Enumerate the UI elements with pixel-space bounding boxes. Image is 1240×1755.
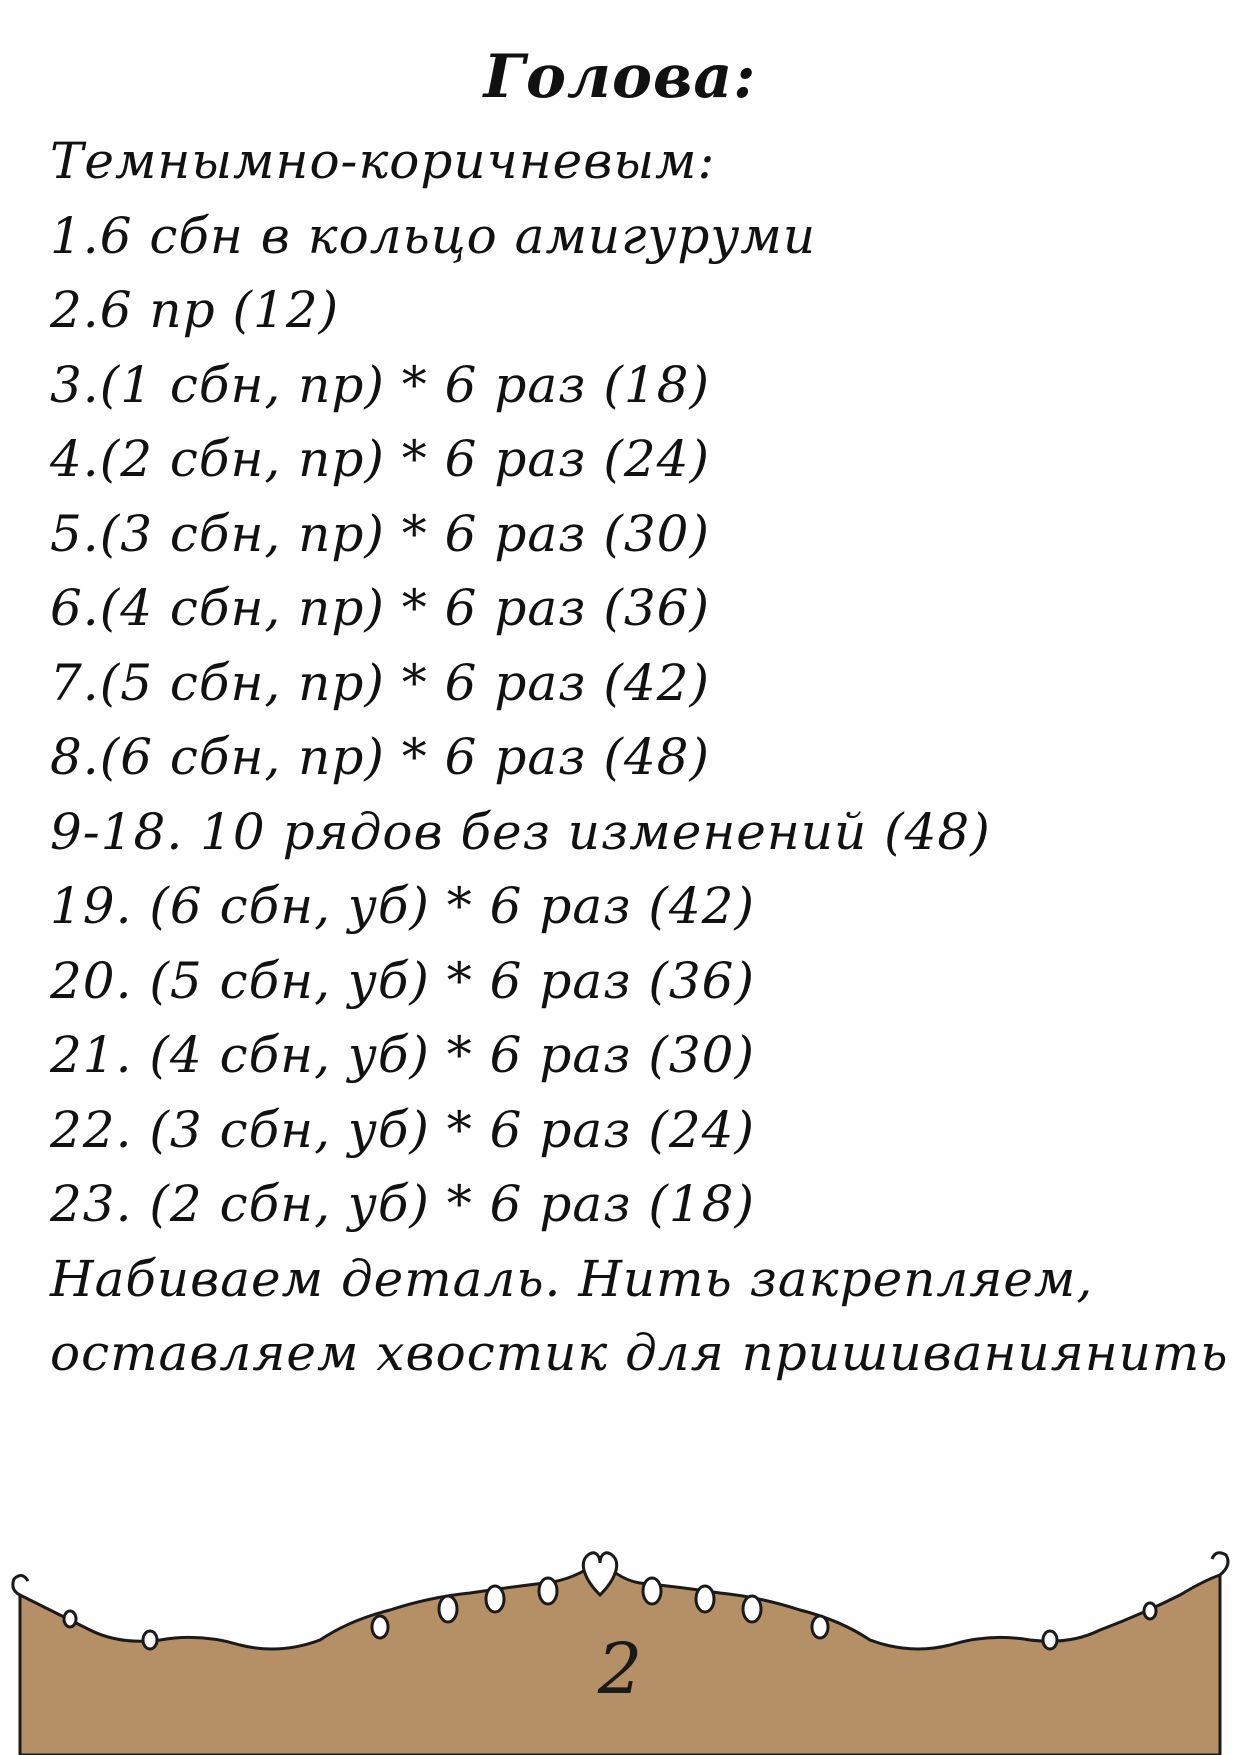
instruction-row: 22. (3 сбн, уб) * 6 раз (24) [50,1100,756,1159]
instruction-color-note: Темнымно-коричневым: [50,132,716,190]
instruction-row: 2.6 пр (12) [50,281,340,339]
page-number: 2 [597,1628,643,1710]
instruction-row: 4.(2 сбн, пр) * 6 раз (24) [50,430,710,488]
instruction-row: 3.(1 сбн, пр) * 6 раз (18) [50,355,710,414]
instruction-row: 1.6 сбн в кольцо амигуруми [50,206,817,265]
instruction-row: 8.(6 сбн, пр) * 6 раз (48) [50,728,710,786]
instruction-row: 9-18. 10 рядов без изменений (48) [50,802,991,861]
instruction-row: 19. (6 сбн, уб) * 6 раз (42) [50,877,756,935]
instruction-row: 6.(4 сбн, пр) * 6 раз (36) [50,579,710,637]
instruction-row: 23. (2 сбн, уб) * 6 раз (18) [50,1175,756,1233]
instruction-row: 5.(3 сбн, пр) * 6 раз (30) [50,504,710,563]
left-curl [13,1575,28,1595]
page-title: Голова: [483,42,757,112]
instruction-row: 20. (5 сбн, уб) * 6 раз (36) [50,951,756,1010]
instruction-row: 7.(5 сбн, пр) * 6 раз (42) [50,653,710,712]
right-curl [1212,1553,1228,1575]
pattern-instructions [50,124,1229,1391]
instruction-finish: оставляем хвостик для пришиваниянить [50,1324,1229,1382]
instruction-finish: Набиваем деталь. Нить закрепляем, [50,1249,1094,1308]
instruction-row: 21. (4 сбн, уб) * 6 раз (30) [50,1026,756,1084]
